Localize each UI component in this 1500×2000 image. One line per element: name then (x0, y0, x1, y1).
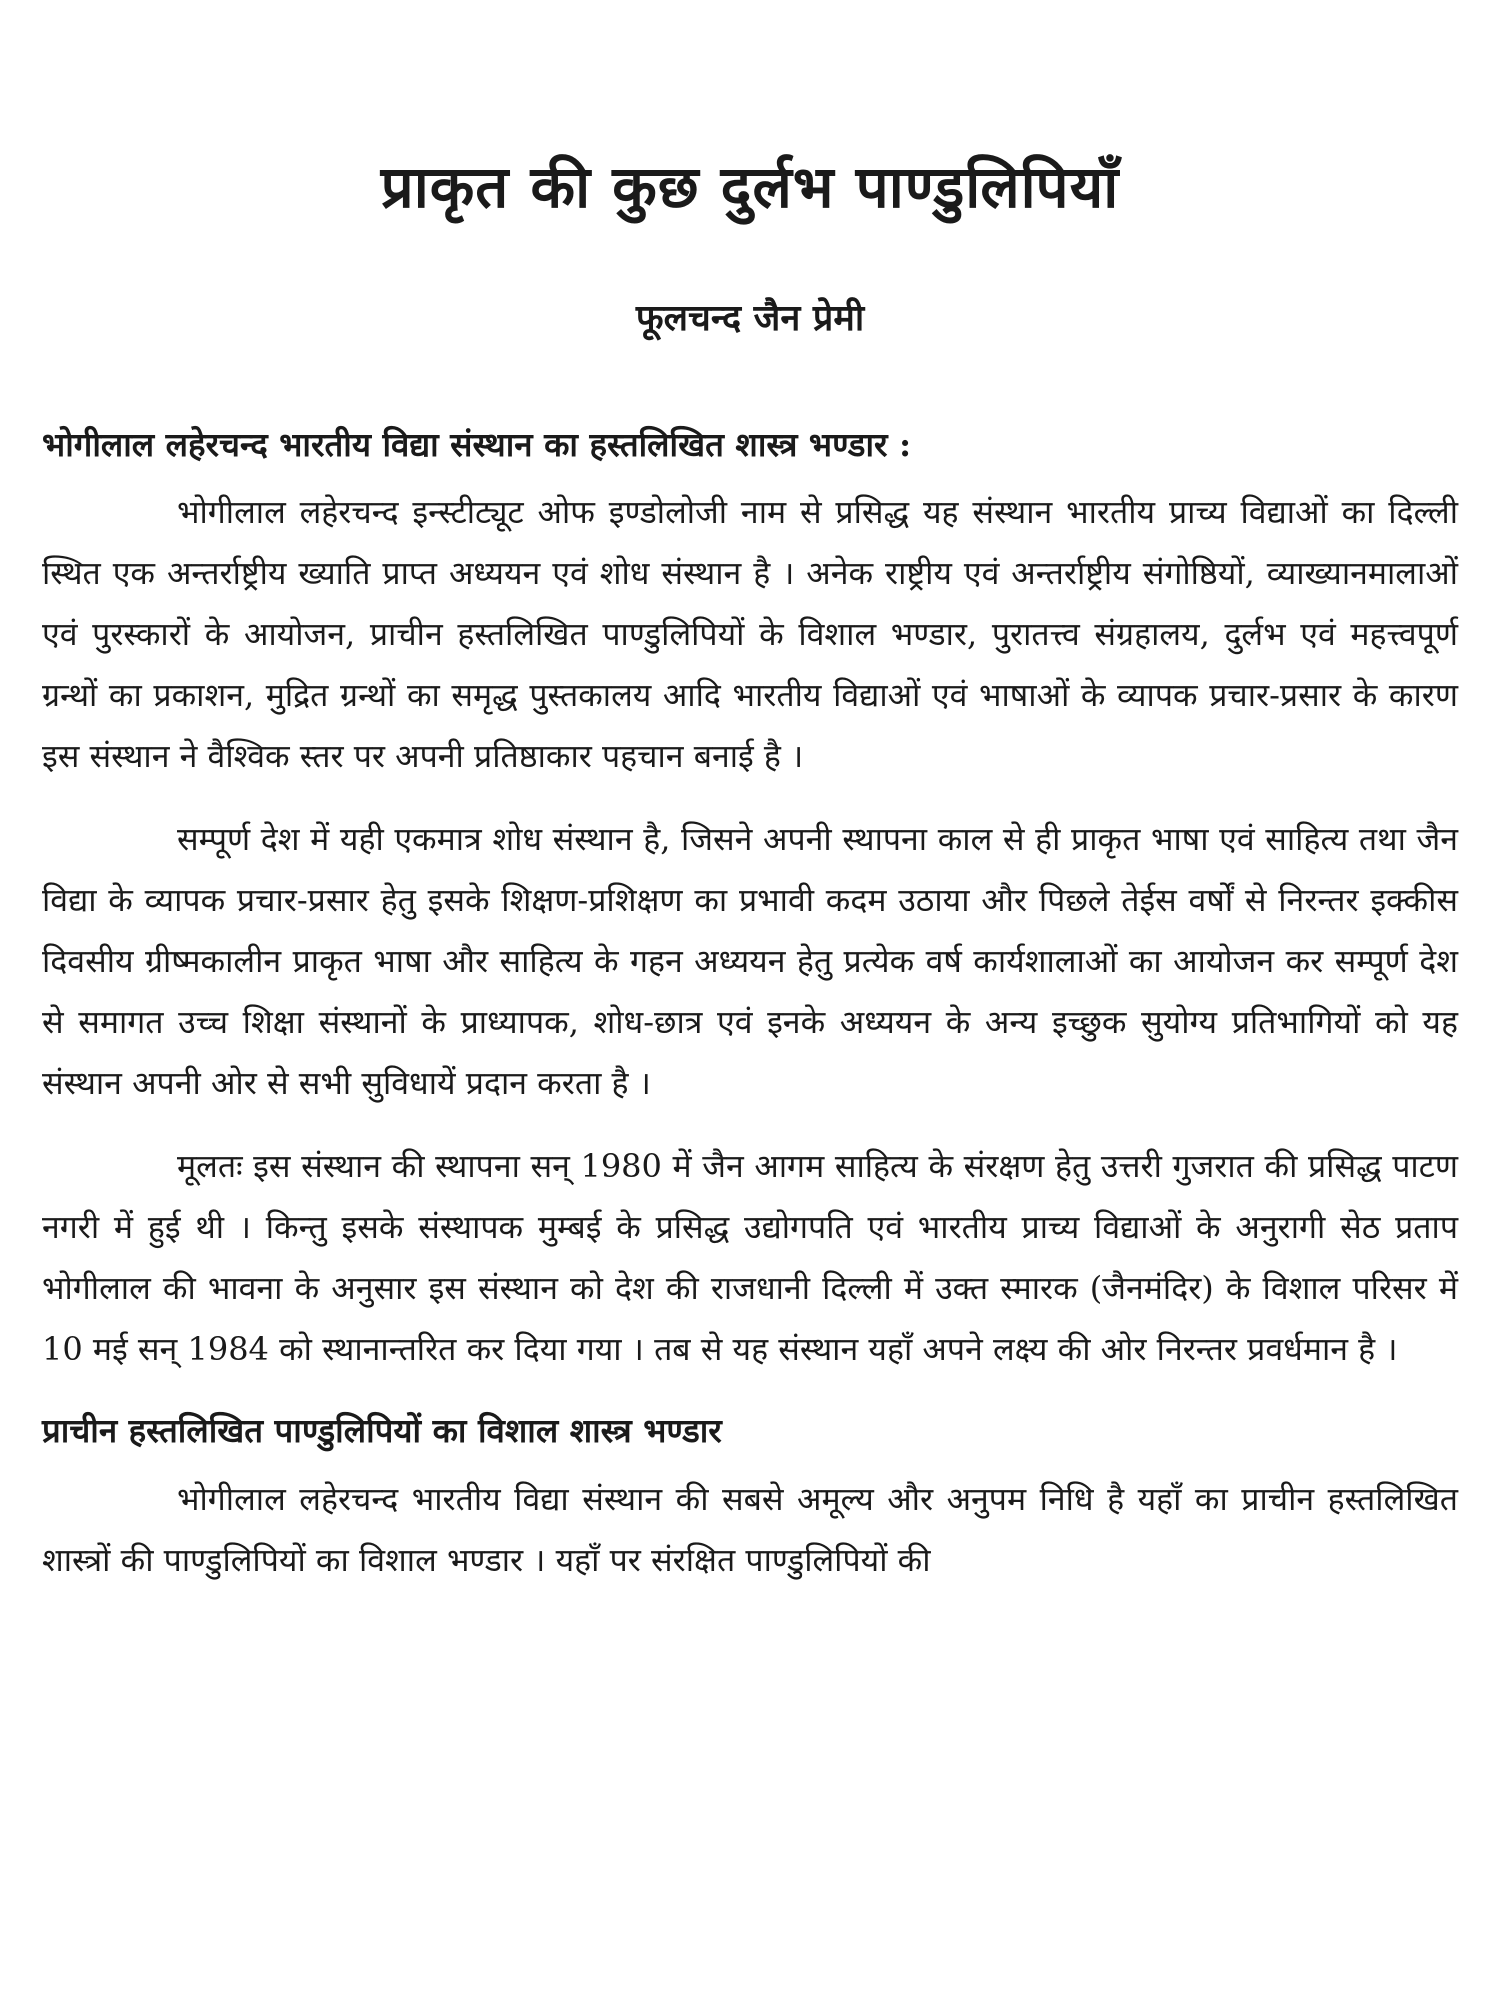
article-title: प्राकृत की कुछ दुर्लभ पाण्डुलिपियाँ (380, 153, 1120, 221)
body-paragraph: भोगीलाल लहेरचन्द इन्स्टीट्यूट ओफ इण्डोलोजी नाम से प्रसिद्ध यह संस्थान भारतीय प्राच्य विद्याओं का दिल्ली स्थित एक अन्तर्राष्ट्रीय ख्याति प्राप्त अध्ययन एवं शोध संस्थान है । अनेक राष्ट्रीय एवं अन्तर्राष्ट्रीय संगोष्ठियों, व्याख्यानमालाओं एवं पुरस्कारों के आयोजन, प्राचीन हस्तलिखित पाण्डुलिपियों के विशाल भण्डार, पुरातत्त्व संग्रहालय, दुर्लभ एवं महत्त्वपूर्ण ग्रन्थों का प्रकाशन, मुद्रित ग्रन्थों का समृद्ध पुस्तकालय आदि भारतीय विद्याओं एवं भाषाओं के व्यापक प्रचार-प्रसार के कारण इस संस्थान ने वैश्विक स्तर पर अपनी प्रतिष्ठाकार पहचान बनाई है । (42, 493, 1458, 776)
article-author: फूलचन्द जैन प्रेमी (635, 297, 865, 340)
body-paragraph: सम्पूर्ण देश में यही एकमात्र शोध संस्थान है, जिसने अपनी स्थापना काल से ही प्राकृत भाषा एवं साहित्य तथा जैन विद्या के व्यापक प्रचार-प्रसार हेतु इसके शिक्षण-प्रशिक्षण का प्रभावी कदम उठाया और पिछले तेईस वर्षों से निरन्तर इक्कीस दिवसीय ग्रीष्मकालीन प्राकृत भाषा और साहित्य के गहन अध्ययन हेतु प्रत्येक वर्ष कार्यशालाओं का आयोजन कर सम्पूर्ण देश से समागत उच्च शिक्षा संस्थानों के प्राध्यापक, शोध-छात्र एवं इनके अध्ययन के अन्य इच्छुक सुयोग्य प्रतिभागियों को यह संस्थान अपनी ओर से सभी सुविधायें प्रदान करता है । (42, 820, 1458, 1103)
section-heading: भोगीलाल लहेरचन्द भारतीय विद्या संस्थान का हस्तलिखित शास्त्र भण्डार : (42, 425, 912, 465)
body-paragraph: भोगीलाल लहेरचन्द भारतीय विद्या संस्थान की सबसे अमूल्य और अनुपम निधि है यहाँ का प्राचीन हस्तलिखित शास्त्रों की पाण्डुलिपियों का विशाल भण्डार । यहाँ पर संरक्षित पाण्डुलिपियों की (42, 1479, 1458, 1579)
section-heading: प्राचीन हस्तलिखित पाण्डुलिपियों का विशाल शास्त्र भण्डार (42, 1411, 722, 1451)
body-paragraph: मूलतः इस संस्थान की स्थापना सन् 1980 में जैन आगम साहित्य के संरक्षण हेतु उत्तरी गुजरात की प्रसिद्ध पाटण नगरी में हुई थी । किन्तु इसके संस्थापक मुम्बई के प्रसिद्ध उद्योगपति एवं भारतीय प्राच्य विद्याओं के अनुरागी सेठ प्रताप भोगीलाल की भावना के अनुसार इस संस्थान को देश की राजधानी दिल्ली में उक्त स्मारक (जैनमंदिर) के विशाल परिसर में 10 मई सन् 1984 को स्थानान्तरित कर दिया गया । तब से यह संस्थान यहाँ अपने लक्ष्य की ओर निरन्तर प्रवर्धमान है । (42, 1147, 1458, 1369)
